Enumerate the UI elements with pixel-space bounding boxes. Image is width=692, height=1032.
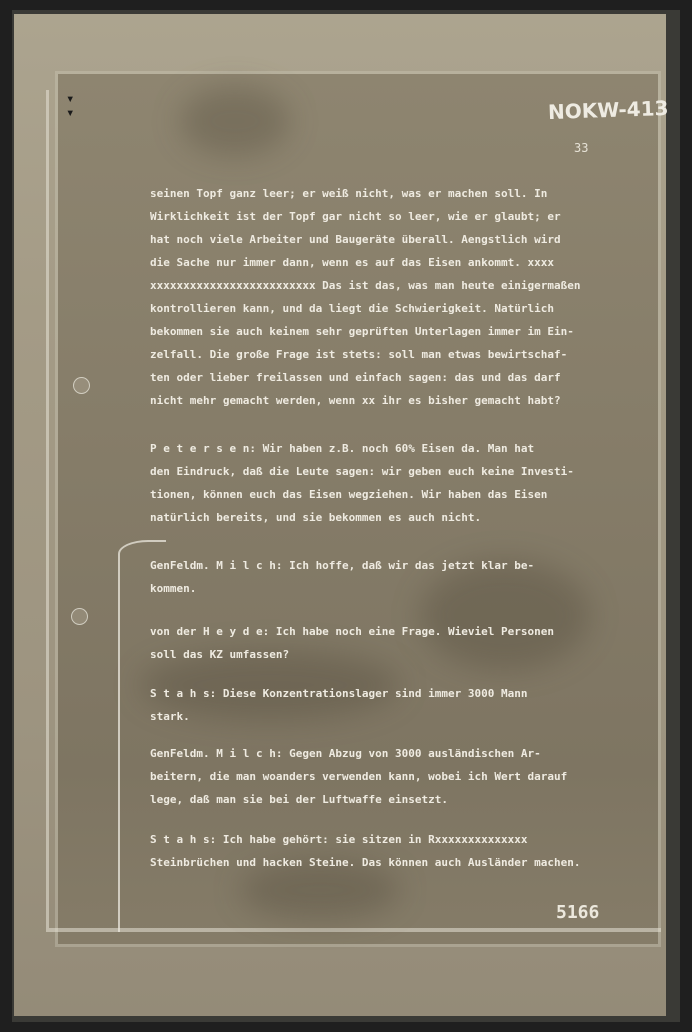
text-line: die Sache nur immer dann, wenn es auf das Eisen ankommt. xxxx: [150, 256, 554, 269]
text-line: nicht mehr gemacht werden, wenn xx ihr es bisher gemacht habt?: [150, 394, 561, 407]
text-line: P e t e r s e n: Wir haben z.B. noch 60% Eisen da. Man hat: [150, 442, 535, 455]
text-line: S t a h s: Ich habe gehört: sie sitzen in Rxxxxxxxxxxxxxx: [150, 833, 528, 846]
punch-hole: [73, 377, 90, 394]
text-line: beitern, die man woanders verwenden kann, wobei ich Wert darauf: [150, 770, 568, 783]
text-line: kontrollieren kann, und da liegt die Schwierigkeit. Natürlich: [150, 302, 554, 315]
text-line: S t a h s: Diese Konzentrationslager sind immer 3000 Mann: [150, 687, 528, 700]
text-line: bekommen sie auch keinem sehr geprüften Unterlagen immer im Ein-: [150, 325, 574, 338]
text-line: ten oder lieber freilassen und einfach sagen: das und das darf: [150, 371, 561, 384]
text-line: lege, daß man sie bei der Luftwaffe einsetzt.: [150, 793, 449, 806]
text-line: den Eindruck, daß die Leute sagen: wir geben euch keine Investi-: [150, 465, 574, 478]
document-number: 5166: [556, 902, 600, 923]
text-line: tionen, können euch das Eisen wegziehen. Wir haben das Eisen: [150, 488, 548, 501]
text-line: kommen.: [150, 582, 197, 595]
text-line: von der H e y d e: Ich habe noch eine Frage. Wieviel Personen: [150, 625, 554, 638]
archive-reference: NOKW-413: [547, 95, 669, 125]
margin-marks: ▾ ▾: [66, 91, 75, 121]
text-line: stark.: [150, 710, 190, 723]
punch-hole: [71, 608, 88, 625]
stain: [180, 86, 290, 156]
text-line: GenFeldm. M i l c h: Gegen Abzug von 3000 ausländischen Ar-: [150, 747, 541, 760]
text-line: xxxxxxxxxxxxxxxxxxxxxxxxx Das ist das, was man heute einigermaßen: [150, 279, 581, 292]
text-line: natürlich bereits, und sie bekommen es auch nicht.: [150, 511, 482, 524]
text-line: seinen Topf ganz leer; er weiß nicht, was er machen soll. In: [150, 187, 548, 200]
page-number: 33: [574, 141, 589, 155]
text-line: Steinbrüchen und hacken Steine. Das können auch Ausländer machen.: [150, 856, 581, 869]
text-line: zelfall. Die große Frage ist stets: soll man etwas bewirtschaf-: [150, 348, 568, 361]
text-line: hat noch viele Arbeiter und Baugeräte überall. Aengstlich wird: [150, 233, 561, 246]
text-line: GenFeldm. M i l c h: Ich hoffe, daß wir das jetzt klar be-: [150, 559, 535, 572]
text-line: Wirklichkeit ist der Topf gar nicht so leer, wie er glaubt; er: [150, 210, 561, 223]
text-line: soll das KZ umfassen?: [150, 648, 290, 661]
